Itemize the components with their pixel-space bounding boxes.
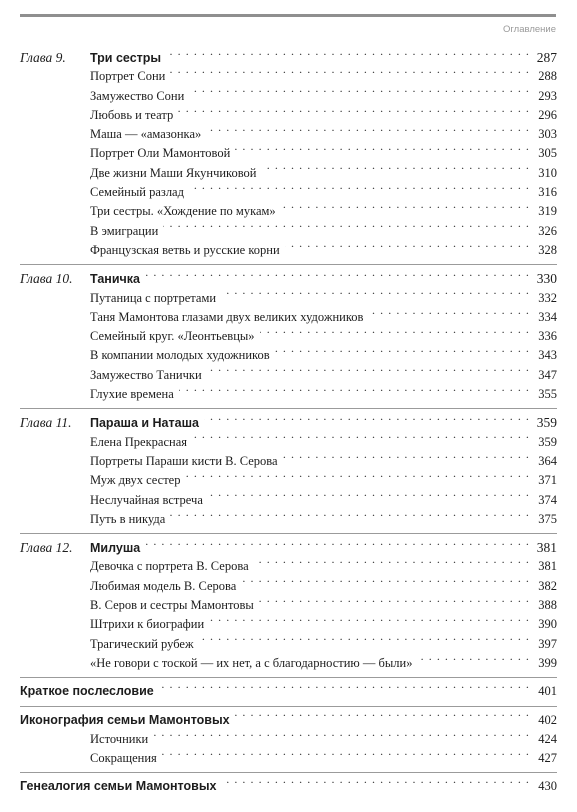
chapter-label: Глава 9. [20, 50, 66, 65]
toc-entry[interactable] [20, 749, 557, 768]
toc-entry[interactable] [20, 654, 557, 673]
page-number: 310 [538, 165, 557, 180]
chapter-label: Глава 11. [20, 415, 72, 431]
dot-leader [162, 752, 530, 762]
page-number: 287 [536, 50, 557, 65]
entry-title: «Не говори с тоской — их нет, а с благодарностию — были» [90, 655, 413, 670]
section-divider [20, 772, 557, 773]
entry-title: Три сестры. «Хождение по мукам» [90, 204, 276, 219]
dot-leader [285, 244, 530, 254]
page-number: 375 [538, 511, 557, 526]
dot-leader [368, 311, 530, 321]
page-number: 336 [538, 329, 557, 344]
entry-title: Замужество Танички [90, 367, 202, 382]
section-divider [20, 264, 557, 265]
section-divider [20, 706, 557, 707]
dot-leader [178, 109, 530, 119]
table-of-contents [20, 48, 557, 797]
toc-entry[interactable] [20, 615, 557, 634]
chapter-title: Таничка [90, 272, 140, 287]
page-number: 364 [538, 453, 557, 468]
toc-entry[interactable] [20, 596, 557, 615]
entry-title: Штрихи к биографии [90, 617, 205, 632]
entry-title: В компании молодых художников [90, 348, 270, 363]
dot-leader [145, 273, 530, 283]
page-number: 381 [538, 559, 557, 574]
toc-entry[interactable] [20, 491, 557, 510]
running-head: Оглавление [503, 24, 556, 35]
section-divider [20, 677, 557, 678]
toc-chapter-10[interactable] [20, 269, 557, 288]
toc-entry[interactable] [20, 730, 557, 749]
entry-title: Маша — «амазонка» [90, 127, 202, 142]
entry-title: Две жизни Маши Якунчиковой [90, 165, 257, 180]
entry-title: Портрет Сони [90, 69, 166, 84]
page-number: 430 [538, 779, 557, 794]
page-number: 402 [538, 712, 557, 727]
toc-entry[interactable] [20, 202, 557, 221]
page-number: 293 [538, 88, 557, 103]
section-title: Иконография семьи Мамонтовых [20, 712, 230, 727]
chapter-title: Три сестры [90, 51, 162, 65]
toc-entry[interactable] [20, 557, 557, 576]
page-number: 401 [538, 684, 557, 699]
entry-title: Муж двух сестер [90, 473, 181, 488]
chapter-title: Милуша [90, 541, 141, 556]
page-number: 427 [538, 751, 557, 766]
toc-entry[interactable] [20, 366, 557, 385]
dot-leader [281, 205, 530, 215]
toc-entry[interactable] [20, 635, 557, 654]
page-number: 316 [538, 185, 557, 200]
dot-leader [260, 330, 530, 340]
header-rule [20, 14, 556, 17]
page-number: 347 [538, 367, 557, 382]
toc-chapter-9[interactable] [20, 48, 557, 67]
page-number: 355 [538, 387, 557, 402]
entry-title: Сокращения [90, 751, 157, 766]
page-number: 328 [538, 242, 557, 257]
dot-leader [170, 513, 530, 523]
dot-leader [208, 494, 530, 504]
entry-title: Семейный разлад [90, 185, 184, 200]
entry-title: Елена Прекрасная [90, 434, 188, 449]
dot-leader [209, 618, 530, 628]
page-number: 359 [536, 415, 557, 431]
toc-entry[interactable] [20, 346, 557, 365]
page-number: 288 [538, 69, 557, 84]
dot-leader [192, 436, 530, 446]
page-number: 330 [536, 271, 557, 287]
section-divider [20, 533, 557, 534]
dot-leader [204, 417, 530, 427]
entry-title: Французская ветвь и русские корни [90, 242, 280, 257]
dot-leader [254, 560, 530, 570]
entry-title: Трагический рубеж [90, 636, 194, 651]
dot-leader [221, 292, 530, 302]
toc-entry[interactable] [20, 471, 557, 490]
dot-leader [179, 388, 530, 398]
dot-leader [199, 638, 530, 648]
dot-leader [163, 225, 530, 235]
toc-iconography[interactable] [20, 711, 557, 730]
toc-entry[interactable] [20, 241, 557, 260]
page-number: 424 [538, 731, 557, 746]
dot-leader [259, 599, 530, 609]
toc-entry[interactable] [20, 452, 557, 471]
toc-entry[interactable] [20, 67, 557, 86]
page-number: 326 [538, 223, 557, 238]
toc-entry[interactable] [20, 289, 557, 308]
entry-title: Любовь и театр [90, 107, 174, 122]
dot-leader [153, 733, 530, 743]
toc-entry[interactable] [20, 433, 557, 452]
toc-entry[interactable] [20, 125, 557, 144]
entry-title: Любимая модель В. Серова [90, 578, 237, 593]
dot-leader [283, 455, 530, 465]
page-number: 334 [538, 309, 557, 324]
entry-title: Неслучайная встреча [90, 492, 203, 507]
section-title: Краткое послесловие [20, 684, 154, 699]
dot-leader [235, 147, 530, 157]
page-number: 374 [538, 492, 557, 507]
page-number: 390 [538, 617, 557, 632]
dot-leader [235, 714, 530, 724]
entry-title: Семейный круг. «Леонтьевцы» [90, 329, 255, 344]
page-number: 382 [538, 578, 557, 593]
section-title: Генеалогия семьи Мамонтовых [20, 779, 217, 794]
page-number: 359 [538, 434, 557, 449]
toc-entry[interactable] [20, 222, 557, 241]
entry-title: В. Серов и сестры Мамонтовы [90, 598, 254, 613]
toc-entry[interactable] [20, 308, 557, 327]
dot-leader [145, 542, 530, 552]
entry-title: Замужество Сони [90, 88, 185, 103]
dot-leader [189, 186, 530, 196]
toc-entry[interactable] [20, 87, 557, 106]
page-number: 388 [538, 598, 557, 613]
page-number: 381 [536, 540, 557, 556]
dot-leader [275, 349, 530, 359]
entry-title: Портреты Параши кисти В. Серова [90, 453, 278, 468]
dot-leader [241, 580, 530, 590]
entry-title: Путь в никуда [90, 511, 166, 526]
toc-entry[interactable] [20, 106, 557, 125]
toc-chapter-12[interactable] [20, 538, 557, 557]
toc-entry[interactable] [20, 510, 557, 529]
entry-title: Девочка с портрета В. Серова [90, 559, 249, 574]
dot-leader [166, 52, 530, 62]
dot-leader [170, 70, 530, 80]
page-number: 305 [538, 146, 557, 161]
toc-entry[interactable] [20, 385, 557, 404]
toc-entry[interactable] [20, 164, 557, 183]
dot-leader [221, 780, 530, 790]
toc-entry[interactable] [20, 144, 557, 163]
toc-entry[interactable] [20, 183, 557, 202]
toc-chapter-11[interactable] [20, 413, 557, 432]
page-number: 319 [538, 204, 557, 219]
page-number: 399 [538, 655, 557, 670]
page-number: 343 [538, 348, 557, 363]
chapter-label: Глава 12. [20, 540, 73, 556]
entry-title: В эмиграции [90, 223, 159, 238]
dot-leader [189, 90, 530, 100]
page-number: 397 [538, 636, 557, 651]
toc-genealogy[interactable] [20, 777, 557, 796]
toc-entry[interactable] [20, 577, 557, 596]
page-number: 296 [538, 107, 557, 122]
dot-leader [206, 128, 530, 138]
dot-leader [207, 369, 530, 379]
dot-leader [417, 657, 530, 667]
page-number: 371 [538, 473, 557, 488]
dot-leader [159, 685, 530, 695]
toc-entry[interactable] [20, 327, 557, 346]
chapter-label: Глава 10. [20, 271, 73, 287]
dot-leader [262, 167, 531, 177]
entry-title: Путаница с портретами [90, 290, 217, 305]
page-number: 303 [538, 127, 557, 142]
entry-title: Глухие времена [90, 387, 174, 402]
entry-title: Портрет Оли Мамонтовой [90, 146, 231, 161]
page-number: 332 [538, 290, 557, 305]
chapter-title: Параша и Наташа [90, 416, 199, 431]
entry-title: Таня Мамонтова глазами двух великих художников [90, 309, 364, 324]
dot-leader [185, 474, 530, 484]
toc-afterword[interactable] [20, 682, 557, 701]
section-divider [20, 408, 557, 409]
entry-title: Источники [90, 731, 149, 746]
